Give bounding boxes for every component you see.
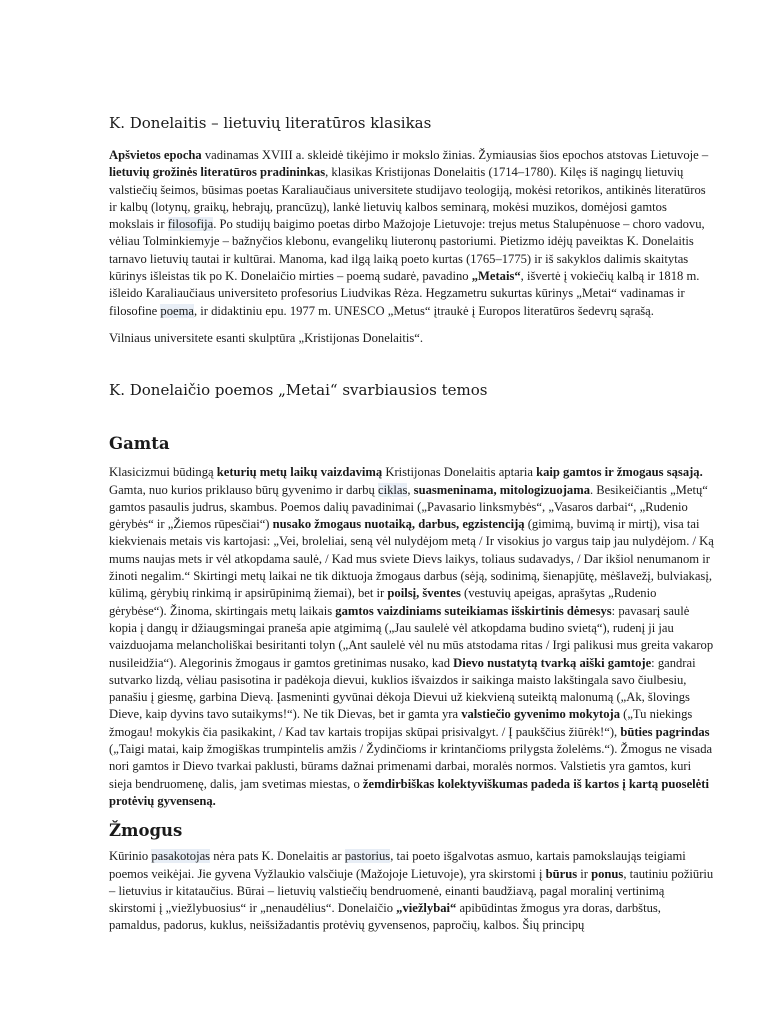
text-run: : gandrai sutvarko lizdą, vėliau pasisotina ir padėkoja dievui, kuklios išvaizdos ir saikinga maisto lakštingala savo čiulbesiu, panašiu į giesmę, garbina Dievą. Įasmeninti gyvūnai dėkoja Dievui už kiekvieną suteiktą malonumą („Ak, šlovings Dieve, kaip dyvins tavo sutaikyms!“). Ne tik Dievas, bet ir gamta yra [109, 655, 696, 722]
bold-text: būties pagrindas [620, 724, 710, 739]
bold-text: Apšvietos epocha [109, 148, 202, 162]
text-run: Gamta, nuo kurios priklauso būrų gyvenimo ir darbų [109, 482, 378, 497]
bold-text: nusako žmogaus nuotaiką, darbus, egzistenciją [272, 517, 525, 532]
intro-paragraph [109, 147, 714, 320]
bold-text: „Metais“ [471, 269, 521, 284]
heading-gamta: Gamta [109, 434, 170, 454]
text-run: , tautiniu požiūriu – lietuvius ir kitataučius. Būrai – lietuvių valstiečių bendruomenė, einanti baudžiavą, pagal moralinį vertinimą skirstomi į „viežlybuosius“ ir „nenaudėlius“. Donelaičio [109, 866, 714, 916]
text-run: („Taigi matai, kaip žmogiškas trumpintelis amžis / Žydinčioms ir krintančioms prilygsta žolelėms.“). Žmogus ne visada nori gamtos ir Dievo tvarkai paklusti, būrams dažnai primenami darbai, moralės normos. Valstietis yra gamtos, kuri sieja bendruomenę, dalis, jam svetimas miestas, o [109, 742, 713, 791]
text-run: ir [577, 866, 592, 881]
bold-text: Dievo nustatytą tvarką aiški gamtoje [453, 655, 652, 670]
highlighted-term: ciklas [377, 482, 408, 497]
gamta-paragraph [109, 464, 714, 810]
bold-text: suasmeninama, mitologizuojama [413, 482, 590, 497]
document-body [109, 113, 714, 935]
text-run: Kūrinio [109, 849, 152, 864]
highlighted-term: pasakotojas [151, 849, 211, 864]
bold-text: gamtos vaizdiniams suteikiamas išskirtinis dėmesys [335, 603, 612, 618]
text-run: (vestuvių apeigas, aprašytas „Rudenio gėrybėse“). Žinoma, skirtingais metų laikais [109, 586, 657, 618]
text-run: Kristijonas Donelaitis aptaria [382, 465, 537, 480]
text-run: („Tu niekings žmogau! mokykis čia pasikakint, / Kad tav kartais tropijas skūpai prisivalgyt. / Į paukščius žiūrėk!“), [109, 707, 693, 739]
bold-text: poilsį, šventes [387, 586, 461, 601]
heading-zmogus: Žmogus [109, 821, 183, 841]
text-run: Klasicizmui būdingą [109, 465, 217, 480]
highlighted-term: pastorius [344, 849, 391, 864]
text-run: , tai poeto išgalvotas asmuo, kartais pamokslaująs teigiami poemos veikėjai. Jie gyvena Vyžlaukio valsčiuje (Mažojoje Lietuvoje), yra skirstomi į [109, 849, 686, 881]
bold-text: lietuvių grožinės literatūros pradininkas [109, 165, 326, 180]
text-run: : pavasarį saulė kopia į dangų ir džiaugsmingai praneša apie atgimimą („Jau saulelė vėl atkopdama budino svietą“), rudenį ji jau vaizduojama melancholiškai besiritanti tolyn („Ant saulelė vėl nu mūs atstodama ritas / Irgi palikusi mus greita vakarop nusileidžia“). Alegorinis žmogaus ir gamtos gretinimas nusako, kad [109, 603, 714, 670]
text-run: , išvertė į vokiečių kalbą ir 1818 m. išleido Karaliaučiaus universiteto profesorius Liudvikas Rėza. Hegzametru sukurtas kūrinys „Metai“ vadinamas ir filosofine [109, 269, 700, 318]
text-run: (gimimą, buvimą ir mirtį), visa tai kiekvienais metais vis kartojasi: „Vei, broleliai, seną vėl nulydėjom metą / Ir visokius jo vargus taip jau nulydėjom. / Ką mums naujas mets ir vėl atkopdama saulė, / Kad mus sviete Dievs laikys, toliaus sudavadys, / Dar ikšiol nenumanom ir žinoti negalim.“ Skirtingi metų laikai ne tik diktuoja žmogaus darbus (sėją, sodinimą, šienapjūtę, mėšlavežį, bulviakasį, kūlimą, gėrybių rinkimą ir apsirūpinimą žiemai), bet ir [109, 517, 714, 601]
text-run: . Po studijų baigimo poetas dirbo Mažojoje Lietuvoje: trejus metus Stalupėnuose – choro vadovu, vėliau Tolminkiemyje – bažnyčios klebonu, evangelikų liuteronų pastoriumi. Pietizmo idėjų paveiktas K. Donelaitis tarnavo lietuvių tautai ir kultūrai. Manoma, kad ilgą laiką poeto kurtas (1765–1775) ir iš sakyklos dalimis skaitytas kūrinys išleistas tik po K. Donelaičio mirties – poemą sudarė, pavadino [109, 217, 705, 284]
bold-text: keturių metų laikų vaizdavimą [216, 465, 383, 480]
highlighted-term: filosofija [167, 217, 214, 232]
image-caption: Vilniaus universitete esanti skulptūra „Kristijonas Donelaitis“. [109, 330, 424, 345]
bold-text: kaip gamtos ir žmogaus sąsają. [536, 465, 703, 480]
bold-text: valstiečio gyvenimo mokytoja [461, 707, 620, 722]
highlighted-term: poema [160, 303, 194, 318]
zmogus-paragraph [109, 848, 714, 934]
text-run: apibūdintas žmogus yra doras, darbštus, pamaldus, padorus, kuklus, neišsižadantis protėvių gyvensenos, papročių, kalbos. Šių principų [109, 901, 661, 933]
bold-text: žemdirbiškas kolektyviškumas padeda iš kartos į kartą puoselėti protėvių gyvenseną. [109, 776, 709, 808]
section-title: K. Donelaičio poemos „Metai“ svarbiausios temos [109, 381, 488, 400]
bold-text: „viežlybai“ [396, 901, 457, 916]
document-title: K. Donelaitis – lietuvių literatūros klasikas [109, 114, 432, 132]
text-run: . Besikeičiantis „Metų“ gamtos pasaulis judrus, skambus. Poemos dalių pavadinimai („Pavasario linksmybės“, „Vasaros darbai“, „Rudenio gėrybės“ ir „Žiemos rūpesčiai“) [109, 482, 708, 532]
text-run: , klasikas Kristijonas Donelaitis (1714–1780). Kilęs iš nagingų lietuvių valstiečių šeimos, būsimas poetas Karaliaučiaus universitete studijavo teologiją, mokėsi retorikos, antikinės literatūros ir kalbų (lotynų, graikų, hebrajų, prancūzų), lankė lietuvių kalbos seminarą, mokėsi muzikos, domėjosi gamtos mokslais ir [109, 165, 706, 232]
text-run: nėra pats K. Donelaitis ar [210, 849, 345, 864]
text-run: , ir didaktiniu epu. 1977 m. UNESCO „Metus“ įtraukė į Europos literatūros šedevrų sąrašą. [194, 303, 654, 318]
bold-text: būrus [545, 866, 578, 881]
text-run: , [407, 482, 414, 497]
text-run: vadinamas XVIII a. skleidė tikėjimo ir mokslo žinias. Žymiausias šios epochos atstovas Lietuvoje – [201, 148, 709, 162]
bold-text: ponus [591, 866, 624, 881]
